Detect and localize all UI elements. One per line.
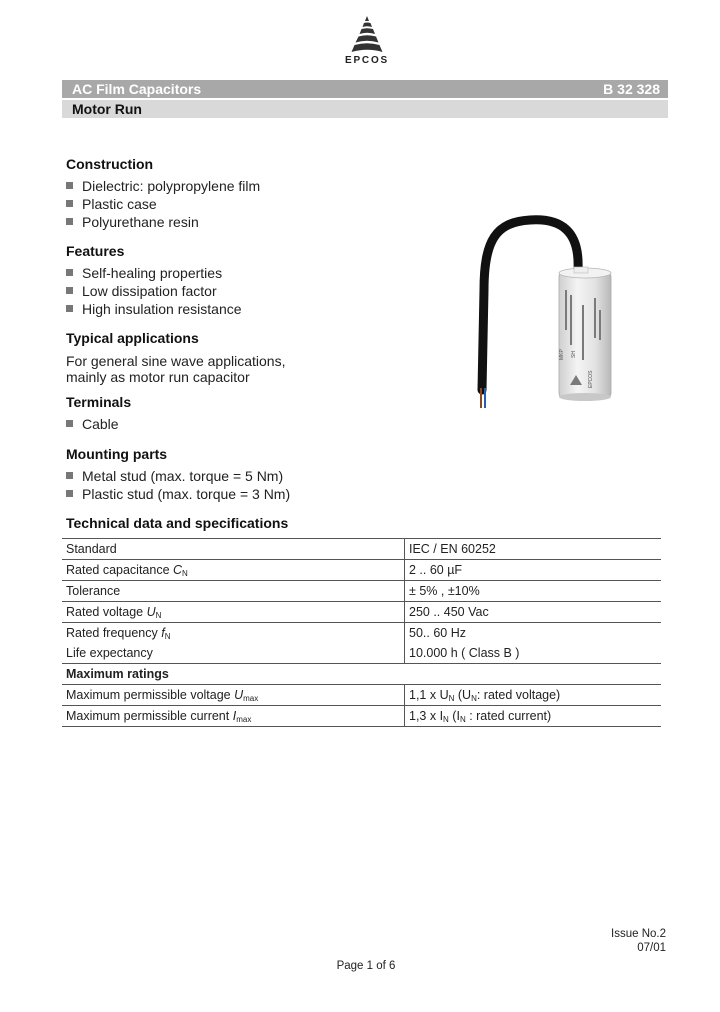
capacitor-photo [470,210,620,420]
construction-item: Plastic case [66,196,157,212]
max-ratings-heading: Maximum ratings [62,664,661,685]
epcos-triangle-icon [347,16,387,54]
epcos-logo [338,16,396,66]
part-number: B 32 328 [603,81,660,97]
table-row [62,706,661,727]
capacitor-label-text: EPCOS [588,370,594,388]
feature-item: Low dissipation factor [66,283,217,299]
spec-label: Life expectancy [62,643,405,664]
spec-value: 10.000 h ( Class B ) [405,643,662,664]
product-category: AC Film Capacitors [72,81,202,97]
mounting-heading: Mounting parts [66,446,168,462]
applications-line: For general sine wave applications, [66,353,286,369]
bullet-icon [66,182,73,189]
table-row [62,643,661,664]
issue-date: 07/01 [637,942,666,954]
spec-label: Rated frequency $f_N$ [66,625,171,641]
spec-value: 250 .. 450 Vac [405,602,662,623]
applications-line: mainly as motor run capacitor [66,369,250,385]
table-row [62,623,661,644]
spec-value: 2 .. 60 µF [405,560,662,581]
bullet-icon [66,420,73,427]
table-row [62,539,661,560]
bullet-icon [66,472,73,479]
construction-item: Dielectric: polypropylene film [66,178,260,194]
mounting-item: Plastic stud (max. torque = 3 Nm) [66,486,290,502]
table-row [62,602,661,623]
construction-heading: Construction [66,156,154,172]
capacitor-label-text: SH [571,351,577,358]
spec-value: IEC / EN 60252 [405,539,662,560]
product-subtitle: Motor Run [72,101,142,117]
terminals-heading: Terminals [66,394,132,410]
features-heading: Features [66,243,125,259]
subtitle-bar [62,100,668,118]
spec-label: Standard [62,539,405,560]
spec-table [62,538,661,727]
capacitor-label-text: MKP [559,349,565,360]
table-section-row [62,664,661,685]
page-number: Page 1 of 6 [336,960,396,972]
header-bar [62,80,668,98]
feature-item: Self-healing properties [66,265,222,281]
issue-number: Issue No.2 [611,928,666,940]
terminal-item: Cable [66,416,119,432]
mounting-item: Metal stud (max. torque = 5 Nm) [66,468,283,484]
bullet-icon [66,287,73,294]
tech-heading: Technical data and specifications [66,515,289,531]
brand-name: EPCOS [344,55,389,66]
bullet-icon [66,218,73,225]
bullet-icon [66,490,73,497]
construction-item: Polyurethane resin [66,214,199,230]
table-row [62,581,661,602]
bullet-icon [66,200,73,207]
spec-value: ± 5% , ±10% [405,581,662,602]
table-row [62,685,661,706]
feature-item: High insulation resistance [66,301,242,317]
bullet-icon [66,269,73,276]
spec-value: 50.. 60 Hz [405,623,662,644]
spec-value: 1,3 x $I_N$ ($I_N$ : rated current) [405,706,662,727]
spec-label: Tolerance [62,581,405,602]
applications-heading: Typical applications [66,330,199,346]
spec-label: Maximum permissible current $I_{max}$ [62,706,405,727]
bullet-icon [66,305,73,312]
table-row [62,560,661,581]
spec-label: Rated voltage $U_N$ [62,602,405,623]
spec-label: Rated capacitance $C_N$ [62,560,405,581]
spec-label: Maximum permissible voltage $U_{max}$ [62,685,405,706]
spec-value: 1,1 x $U_N$ ($U_N$: rated voltage) [405,685,662,706]
